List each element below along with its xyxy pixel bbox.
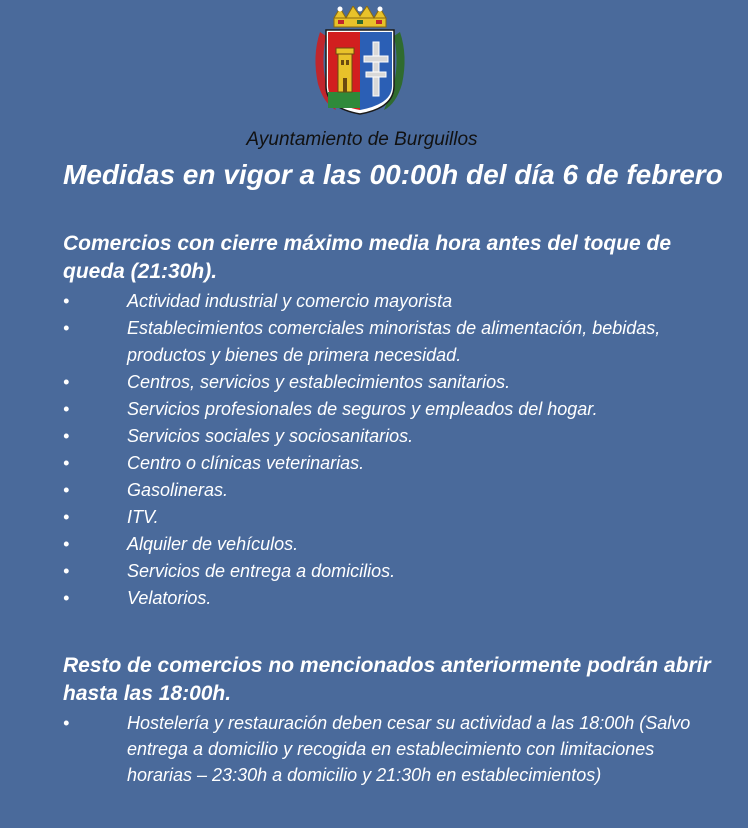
list-item-text: Servicios sociales y sociosanitarios. <box>127 426 414 446</box>
bullet-icon: • <box>63 480 70 500</box>
bullet-icon: • <box>63 291 70 311</box>
list-item-text: ITV. <box>127 507 159 527</box>
list-item-text: Centro o clínicas veterinarias. <box>127 453 365 473</box>
item-list <box>63 710 723 788</box>
list-item <box>63 585 723 612</box>
list-item <box>63 504 723 531</box>
bullet-icon: • <box>63 318 70 338</box>
list-item <box>63 315 723 369</box>
list-item-text: Servicios profesionales de seguros y empleados del hogar. <box>127 399 598 419</box>
list-item-text: Servicios de entrega a domicilios. <box>127 561 396 581</box>
bullet-icon: • <box>63 588 70 608</box>
list-item <box>63 558 723 585</box>
list-item <box>63 450 723 477</box>
list-item-text: Gasolineras. <box>127 480 229 500</box>
list-item <box>63 531 723 558</box>
bullet-icon: • <box>63 426 70 446</box>
list-item <box>63 369 723 396</box>
bullet-icon: • <box>63 453 70 473</box>
section-curfew-commerce <box>63 230 723 612</box>
bullet-icon: • <box>63 713 70 733</box>
list-item-text: Actividad industrial y comercio mayorista <box>127 291 453 311</box>
list-item-text: Velatorios. <box>127 588 212 608</box>
list-item-text: Establecimientos comerciales minoristas de alimentación, bebidas, productos y bienes de primera necesidad. <box>127 318 661 365</box>
list-item <box>63 710 723 788</box>
bullet-icon: • <box>63 399 70 419</box>
coat-of-arms-icon <box>310 6 410 118</box>
bullet-icon: • <box>63 372 70 392</box>
section-heading: Comercios con cierre máximo media hora antes del toque de queda (21:30h). <box>63 232 672 283</box>
list-item-text: Alquiler de vehículos. <box>127 534 299 554</box>
bullet-icon: • <box>63 561 70 581</box>
section-heading: Resto de comercios no mencionados anteriormente podrán abrir hasta las 18:00h. <box>63 654 711 705</box>
section-other-commerce <box>63 652 723 788</box>
list-item <box>63 288 723 315</box>
list-item-text: Hostelería y restauración deben cesar su actividad a las 18:00h (Salvo entrega a domicilio y recogida en establecimiento con limitaciones horarias – 23:30h a domicilio y 21:30h en establecimientos) <box>127 713 691 785</box>
page-title: Medidas en vigor a las 00:00h del día 6 de febrero <box>63 159 723 190</box>
bullet-icon: • <box>63 534 70 554</box>
list-item <box>63 477 723 504</box>
bullet-icon: • <box>63 507 70 527</box>
list-item <box>63 396 723 423</box>
list-item <box>63 423 723 450</box>
item-list <box>63 288 723 612</box>
list-item-text: Centros, servicios y establecimientos sanitarios. <box>127 372 511 392</box>
organization-name: Ayuntamiento de Burguillos <box>246 129 478 150</box>
